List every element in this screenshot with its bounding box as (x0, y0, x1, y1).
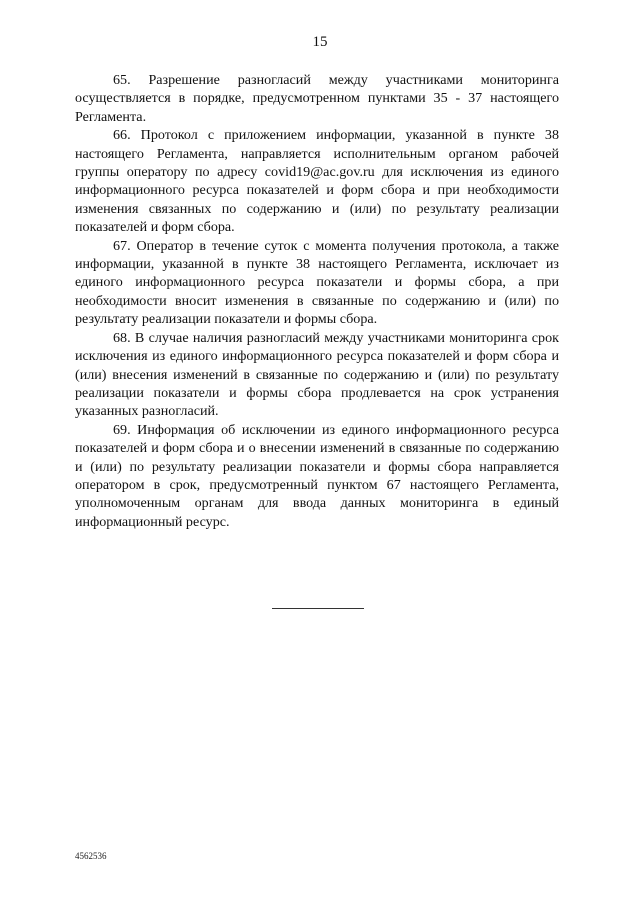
paragraph-69: 69. Информация об исключении из единого информационного ресурса показателей и форм сбора и о внесении изменений в связанные по содержанию и (или) по результату реализации показатели и формы сбора направляется оператором в срок, предусмотренный пунктом 67 настоящего Регламента, уполномоченным органам для ввода данных мониторинга в единый информационный ресурс. (75, 421, 559, 530)
document-body (75, 71, 559, 531)
paragraph-65: 65. Разрешение разногласий между участниками мониторинга осуществляется в порядке, предусмотренном пунктами 35 - 37 настоящего Регламента. (75, 72, 559, 125)
document-code: 4562536 (75, 851, 107, 861)
paragraph-68: 68. В случае наличия разногласий между участниками мониторинга срок исключения из единого информационного ресурса показателей и форм сбора и (или) внесения изменений в связанные по содержанию и (или) по результату реализации показатели и формы сбора продлевается на срок устранения указанных разногласий. (75, 329, 559, 420)
paragraph-67: 67. Оператор в течение суток с момента получения протокола, а также информации, указанной в пункте 38 настоящего Регламента, исключает из единого информационного ресурса показатели и формы сбора, а при необходимости вносит изменения в связанные по содержанию и (или) по результату реализации показатели и формы сбора. (75, 237, 559, 328)
page-number: 15 (312, 34, 328, 50)
paragraph-66: 66. Протокол с приложением информации, указанной в пункте 38 настоящего Регламента, направляется исполнительным органом рабочей группы оператору по адресу covid19@ac.gov.ru для исключения из единого информационного ресурса показателей и форм сбора и при необходимости изменения связанных по содержанию и (или) по результату реализации показателей и форм сбора. (75, 127, 559, 236)
end-separator-line (272, 608, 364, 609)
